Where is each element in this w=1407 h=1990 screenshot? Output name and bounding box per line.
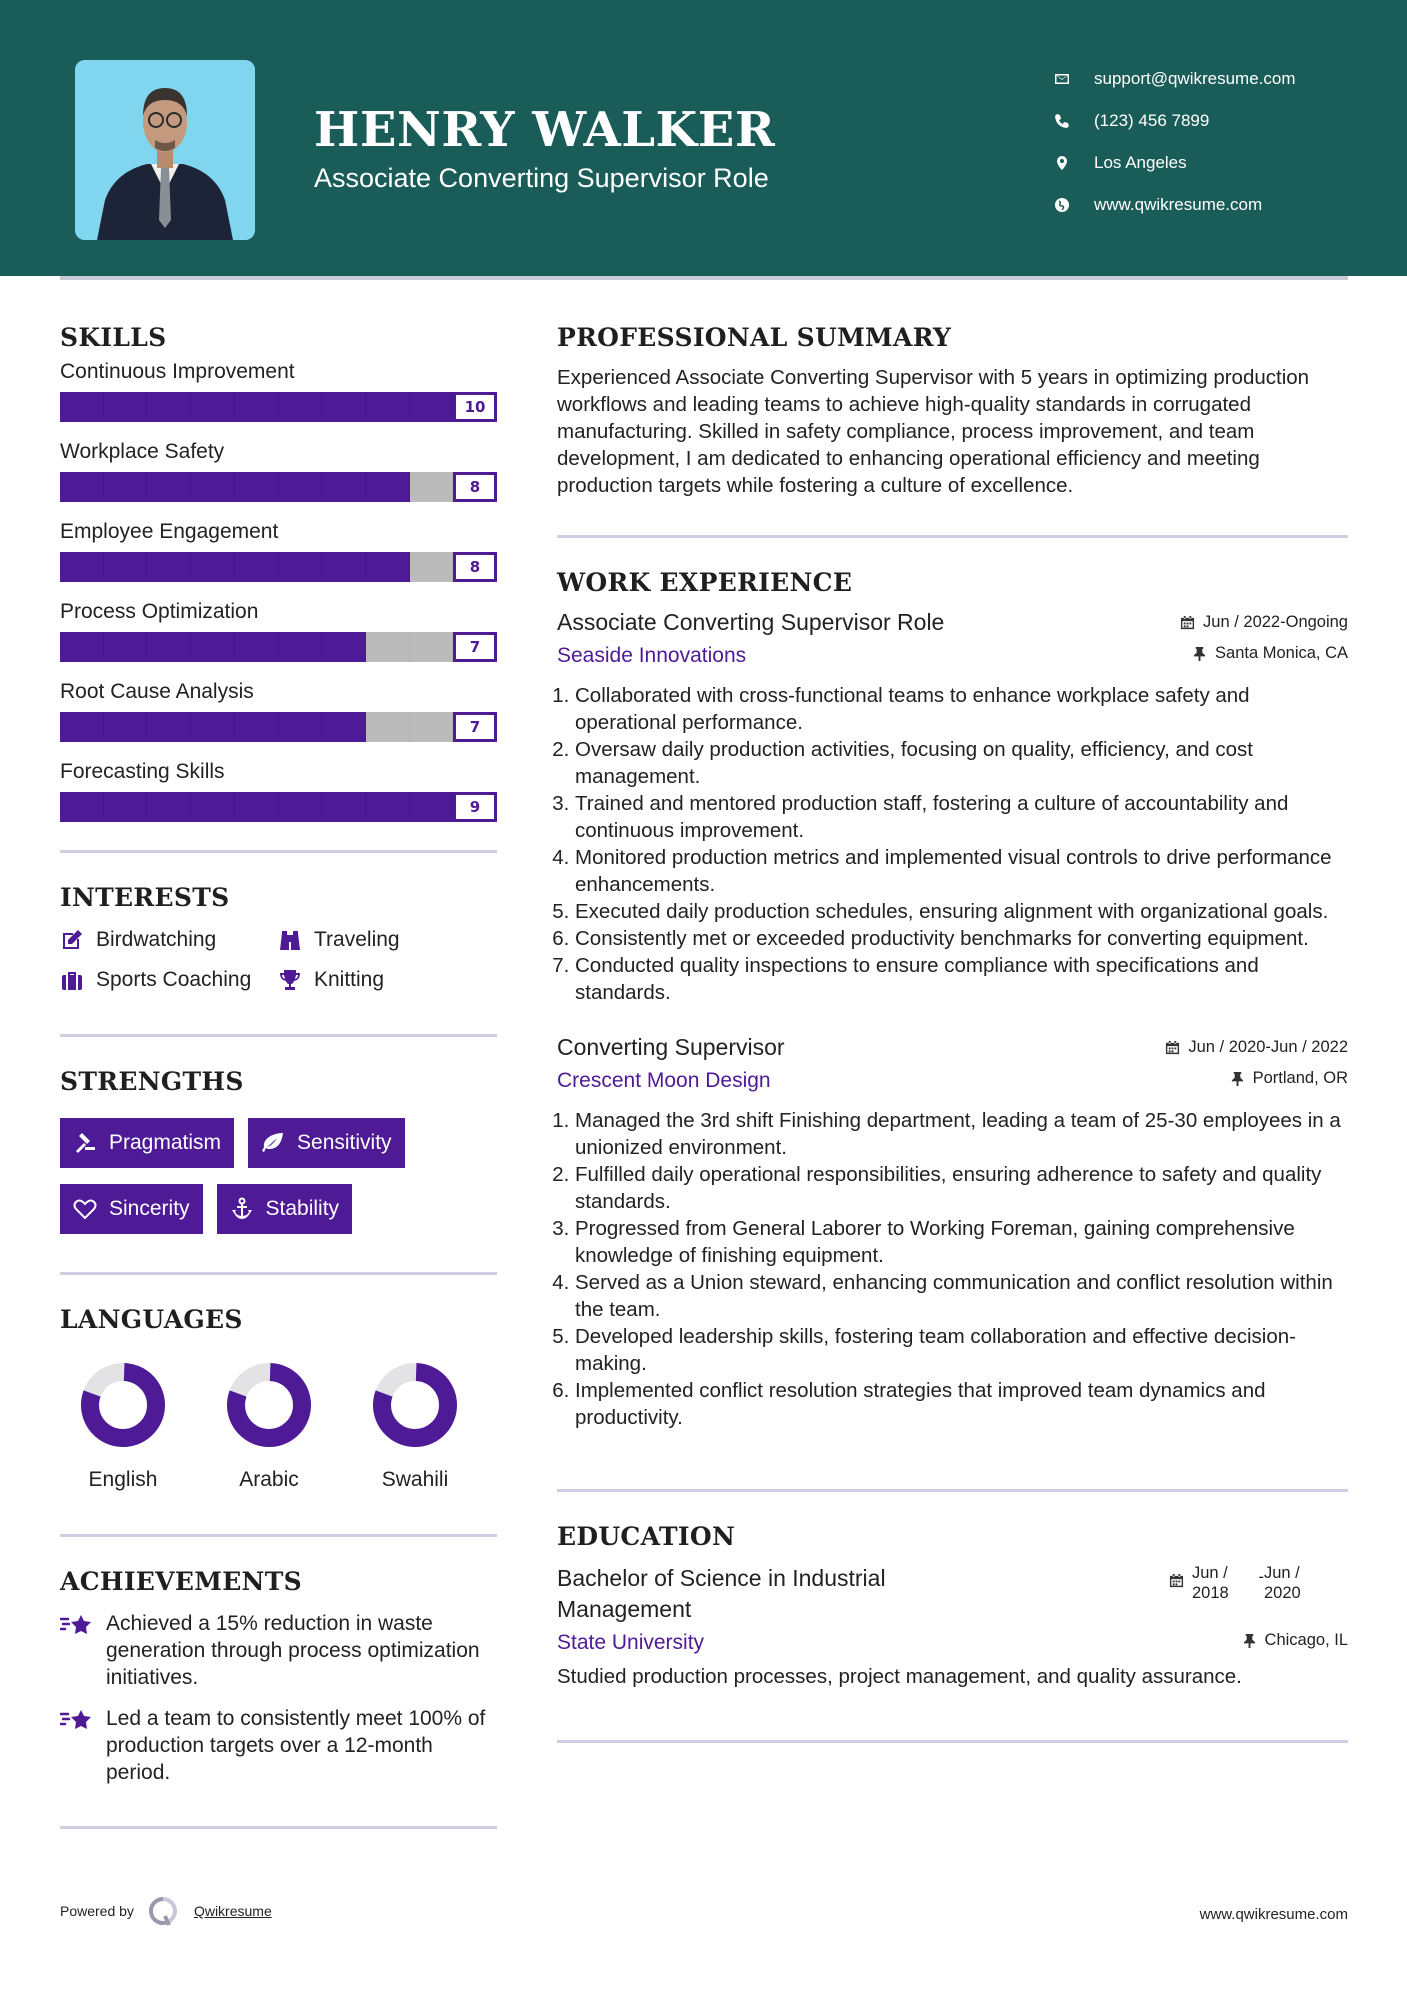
strength-badge bbox=[60, 1184, 203, 1234]
skill-bar-segment bbox=[104, 792, 148, 822]
skill-bar-segment bbox=[366, 632, 410, 662]
skill-bar-segment bbox=[191, 552, 235, 582]
interest-item bbox=[278, 928, 478, 952]
skill-bar-segment bbox=[366, 392, 410, 422]
language-name: English bbox=[88, 1468, 158, 1491]
section-divider bbox=[60, 1034, 497, 1037]
language-donut-chart bbox=[78, 1360, 168, 1450]
job-title: Converting Supervisor bbox=[557, 1034, 785, 1060]
languages-heading: LANGUAGES bbox=[60, 1305, 243, 1334]
section-divider bbox=[60, 1826, 497, 1829]
binoculars-icon bbox=[278, 928, 302, 952]
job-dates-text: Jun / 2022-Ongoing bbox=[1203, 613, 1348, 631]
skill-bar-segment bbox=[191, 632, 235, 662]
duty-item: 6. Consistently met or exceeded productivity benchmarks for converting equipment. bbox=[575, 925, 1348, 952]
job-location-text: Portland, OR bbox=[1252, 1069, 1348, 1087]
shooting-star-icon bbox=[60, 1612, 94, 1640]
skill-name: Continuous Improvement bbox=[60, 360, 295, 383]
skill-bar-segment bbox=[322, 392, 366, 422]
language-name: Swahili bbox=[381, 1468, 449, 1491]
job-header bbox=[557, 1034, 1348, 1061]
skill-bar-segment bbox=[235, 792, 279, 822]
interest-label: Birdwatching bbox=[96, 928, 217, 951]
gavel-icon bbox=[73, 1131, 97, 1155]
header-divider bbox=[60, 276, 1348, 280]
phone-icon bbox=[1050, 113, 1074, 129]
skill-bar-segment bbox=[147, 552, 191, 582]
education-end: Jun / 2020 bbox=[1264, 1564, 1301, 1602]
job-header bbox=[557, 609, 1348, 636]
interests-heading: INTERESTS bbox=[60, 883, 230, 912]
skill-bar-segment bbox=[104, 712, 148, 742]
skill-bar-segment bbox=[104, 552, 148, 582]
skill-bar-segment bbox=[410, 552, 454, 582]
skill-bar-segment bbox=[235, 472, 279, 502]
skill-bar-segment bbox=[410, 792, 454, 822]
calendar-icon bbox=[1169, 1573, 1184, 1588]
duty-item: 3. Trained and mentored production staff, fostering a culture of accountability and continuous improvement. bbox=[575, 790, 1348, 844]
skill-bar-segment bbox=[322, 792, 366, 822]
skill-bar-segment bbox=[191, 712, 235, 742]
skills-list bbox=[60, 360, 497, 822]
skill-bar-segment bbox=[322, 712, 366, 742]
section-divider bbox=[60, 1272, 497, 1275]
duty-item: 1. Collaborated with cross-functional teams to enhance workplace safety and operational performance. bbox=[575, 682, 1348, 736]
job-entry bbox=[557, 609, 1348, 1006]
achievement-text: Achieved a 15% reduction in waste generation through process optimization initiatives. bbox=[106, 1612, 480, 1689]
achievements-list bbox=[60, 1610, 497, 1786]
strength-label: Sincerity bbox=[109, 1197, 190, 1220]
achievement-item bbox=[60, 1610, 497, 1691]
heart-icon bbox=[73, 1197, 97, 1221]
job-dates bbox=[1165, 1038, 1348, 1057]
skill-bar bbox=[60, 632, 497, 662]
edit-icon bbox=[60, 928, 84, 952]
strength-badge bbox=[217, 1184, 353, 1234]
thumbtack-icon bbox=[1192, 646, 1207, 661]
strengths-heading: STRENGTHS bbox=[60, 1067, 244, 1096]
skill-bar-segment bbox=[104, 472, 148, 502]
skill-bar bbox=[60, 712, 497, 742]
contact-website-text: www.qwikresume.com bbox=[1094, 195, 1263, 214]
powered-by-label: Powered by bbox=[60, 1903, 134, 1919]
interest-label: Traveling bbox=[314, 928, 400, 951]
education-header bbox=[557, 1563, 1348, 1625]
language-donut-chart bbox=[224, 1360, 314, 1450]
duty-item: 2. Fulfilled daily operational responsibilities, ensuring adherence to safety and quality standards. bbox=[575, 1161, 1348, 1215]
skill-name: Process Optimization bbox=[60, 600, 259, 623]
degree-title: Bachelor of Science in Industrial Management bbox=[557, 1565, 886, 1622]
achievement-text: Led a team to consistently meet 100% of production targets over a 12-month period. bbox=[106, 1707, 486, 1784]
skills-heading: SKILLS bbox=[60, 323, 167, 352]
skill-bar-segment bbox=[191, 472, 235, 502]
skill-bar-segment bbox=[410, 712, 454, 742]
skill-bar-segment bbox=[410, 472, 454, 502]
duty-item: 6. Implemented conflict resolution strategies that improved team dynamics and productivity. bbox=[575, 1377, 1348, 1431]
qwikresume-link[interactable]: Qwikresume bbox=[193, 1903, 272, 1919]
skill-bar-segment bbox=[366, 792, 410, 822]
contact-phone[interactable] bbox=[1050, 100, 1296, 142]
skill-bar-segment bbox=[322, 552, 366, 582]
skill-bar-segment bbox=[147, 472, 191, 502]
candidate-name: HENRY WALKER bbox=[314, 102, 776, 158]
language-donut-chart bbox=[370, 1360, 460, 1450]
footer-url[interactable]: www.qwikresume.com bbox=[1199, 1906, 1348, 1923]
skill-bar-segment bbox=[366, 712, 410, 742]
skill-name: Employee Engagement bbox=[60, 520, 279, 543]
interest-item bbox=[60, 928, 278, 952]
skill-name: Workplace Safety bbox=[60, 440, 225, 463]
qwikresume-logo-icon bbox=[148, 1896, 178, 1926]
duty-item: 5. Developed leadership skills, fostering team collaboration and effective decision-making. bbox=[575, 1323, 1348, 1377]
company-name: Seaside Innovations bbox=[557, 644, 747, 667]
section-divider bbox=[557, 1489, 1348, 1492]
language-item bbox=[367, 1360, 463, 1492]
skill-score: 10 bbox=[453, 392, 497, 422]
section-divider bbox=[60, 850, 497, 853]
interest-label: Knitting bbox=[314, 968, 385, 991]
education-description: Studied production processes, project management, and quality assurance. bbox=[557, 1665, 1242, 1688]
section-divider bbox=[60, 1534, 497, 1537]
skill-bar-segment bbox=[147, 792, 191, 822]
skill-bar-segment bbox=[322, 632, 366, 662]
skill-bar-segment bbox=[104, 632, 148, 662]
skill-bar-segment bbox=[104, 392, 148, 422]
skill-bar-segment bbox=[279, 792, 323, 822]
skill-bar-segment bbox=[60, 712, 104, 742]
anchor-icon bbox=[230, 1197, 254, 1221]
skill-bar-segment bbox=[60, 552, 104, 582]
skill-bar-segment bbox=[147, 712, 191, 742]
job-subheader bbox=[557, 1069, 1348, 1093]
achievement-item bbox=[60, 1705, 497, 1786]
job-title: Associate Converting Supervisor Role bbox=[557, 609, 945, 635]
contact-location-text: Los Angeles bbox=[1094, 153, 1187, 172]
job-location-text: Santa Monica, CA bbox=[1215, 644, 1348, 662]
education-location bbox=[1242, 1631, 1348, 1650]
languages-list bbox=[60, 1360, 497, 1492]
education-location-text: Chicago, IL bbox=[1264, 1631, 1348, 1649]
calendar-icon bbox=[1165, 1040, 1180, 1055]
candidate-role: Associate Converting Supervisor Role bbox=[314, 163, 769, 193]
interest-item bbox=[278, 968, 478, 992]
duty-item: 2. Oversaw daily production activities, focusing on quality, efficiency, and cost management. bbox=[575, 736, 1348, 790]
job-dates-text: Jun / 2020-Jun / 2022 bbox=[1188, 1038, 1348, 1056]
skill-bar-segment bbox=[279, 552, 323, 582]
skill-score: 7 bbox=[453, 632, 497, 662]
job-entry bbox=[557, 1034, 1348, 1431]
summary-text: Experienced Associate Converting Supervisor with 5 years in optimizing production workflows and leading teams to achieve high-quality standards in corrugated manufacturing. Skilled in safety compliance, process improvement, and team development, I am dedicated to enhancing operational efficiency and meeting production targets while fostering a culture of excellence. bbox=[557, 366, 1310, 497]
skill-bar-segment bbox=[147, 392, 191, 422]
interests-list bbox=[60, 928, 497, 992]
skill-bar-segment bbox=[191, 392, 235, 422]
skill-bar-segment bbox=[366, 472, 410, 502]
skill-bar-segment bbox=[410, 632, 454, 662]
skill-bar-segment bbox=[235, 392, 279, 422]
thumbtack-icon bbox=[1230, 1071, 1245, 1086]
resume-header bbox=[0, 0, 1407, 276]
school-name: State University bbox=[557, 1631, 705, 1654]
skill-bar-segment bbox=[60, 632, 104, 662]
strength-label: Stability bbox=[265, 1197, 340, 1220]
interest-label: Sports Coaching bbox=[96, 968, 252, 991]
duty-item: 4. Served as a Union steward, enhancing communication and conflict resolution within the team. bbox=[575, 1269, 1348, 1323]
strength-label: Pragmatism bbox=[109, 1131, 222, 1154]
skill-bar bbox=[60, 392, 497, 422]
duty-item: 1. Managed the 3rd shift Finishing department, leading a team of 25-30 employees in a unionized environment. bbox=[575, 1107, 1348, 1161]
suitcase-icon bbox=[60, 968, 84, 992]
job-subheader bbox=[557, 644, 1348, 668]
duty-item: 4. Monitored production metrics and implemented visual controls to drive performance enhancements. bbox=[575, 844, 1348, 898]
calendar-icon bbox=[1180, 615, 1195, 630]
skill-score: 8 bbox=[453, 552, 497, 582]
skill-bar-segment bbox=[60, 792, 104, 822]
duty-item: 3. Progressed from General Laborer to Working Foreman, gaining comprehensive knowledge of finishing equipment. bbox=[575, 1215, 1348, 1269]
map-marker-icon bbox=[1050, 155, 1074, 171]
right-column bbox=[557, 323, 1348, 1743]
skill-bar-segment bbox=[235, 552, 279, 582]
skill-bar-segment bbox=[235, 712, 279, 742]
skill-score: 9 bbox=[453, 792, 497, 822]
envelope-icon bbox=[1050, 71, 1074, 87]
contact-phone-text: (123) 456 7899 bbox=[1094, 111, 1210, 130]
skill-bar bbox=[60, 552, 497, 582]
skill-bar bbox=[60, 792, 497, 822]
job-dates bbox=[1180, 613, 1348, 632]
skill-bar bbox=[60, 472, 497, 502]
skill-bar-segment bbox=[235, 632, 279, 662]
interest-item bbox=[60, 968, 278, 992]
profile-photo bbox=[75, 60, 255, 240]
summary-heading: PROFESSIONAL SUMMARY bbox=[557, 323, 952, 352]
skill-bar-segment bbox=[279, 632, 323, 662]
company-name: Crescent Moon Design bbox=[557, 1069, 771, 1092]
contact-location bbox=[1050, 142, 1296, 184]
education-subheader bbox=[557, 1631, 1348, 1655]
strengths-list bbox=[60, 1118, 497, 1234]
job-location bbox=[1230, 1069, 1348, 1088]
language-item bbox=[221, 1360, 317, 1492]
skill-bar-segment bbox=[60, 392, 104, 422]
skill-bar-segment bbox=[322, 472, 366, 502]
skill-bar-segment bbox=[366, 552, 410, 582]
section-divider bbox=[557, 1740, 1348, 1743]
skill-bar-segment bbox=[410, 392, 454, 422]
strength-badge bbox=[60, 1118, 234, 1168]
duty-item: 5. Executed daily production schedules, ensuring alignment with organizational goals. bbox=[575, 898, 1348, 925]
trophy-icon bbox=[278, 968, 302, 992]
skill-name: Root Cause Analysis bbox=[60, 680, 254, 703]
skill-bar-segment bbox=[279, 712, 323, 742]
skill-bar-segment bbox=[147, 632, 191, 662]
education-heading: EDUCATION bbox=[557, 1522, 736, 1551]
job-location bbox=[1192, 644, 1348, 663]
skill-bar-segment bbox=[279, 392, 323, 422]
contact-list bbox=[1050, 58, 1296, 226]
skill-name: Forecasting Skills bbox=[60, 760, 225, 783]
section-divider bbox=[557, 535, 1348, 538]
leaf-icon bbox=[261, 1131, 285, 1155]
experience-heading: WORK EXPERIENCE bbox=[557, 568, 853, 597]
language-item bbox=[75, 1360, 171, 1492]
footer-powered-by bbox=[60, 1896, 272, 1926]
language-name: Arabic bbox=[239, 1468, 299, 1491]
contact-email-text: support@qwikresume.com bbox=[1094, 69, 1296, 88]
skill-bar-segment bbox=[60, 472, 104, 502]
job-duties bbox=[557, 682, 1348, 1006]
left-column bbox=[60, 323, 497, 1829]
education-start: Jun / 2018 bbox=[1192, 1564, 1229, 1602]
achievements-heading: ACHIEVEMENTS bbox=[60, 1567, 302, 1596]
contact-website[interactable] bbox=[1050, 184, 1296, 226]
thumbtack-icon bbox=[1242, 1633, 1257, 1648]
skill-bar-segment bbox=[191, 792, 235, 822]
shooting-star-icon bbox=[60, 1707, 94, 1735]
skill-score: 8 bbox=[453, 472, 497, 502]
skill-bar-segment bbox=[279, 472, 323, 502]
contact-email[interactable] bbox=[1050, 58, 1296, 100]
job-duties bbox=[557, 1107, 1348, 1431]
globe-icon bbox=[1050, 197, 1074, 213]
strength-label: Sensitivity bbox=[297, 1131, 392, 1154]
education-entry bbox=[557, 1563, 1348, 1690]
skill-score: 7 bbox=[453, 712, 497, 742]
education-dates bbox=[1169, 1563, 1314, 1603]
duty-item: 7. Conducted quality inspections to ensure compliance with specifications and standards. bbox=[575, 952, 1348, 1006]
strength-badge bbox=[248, 1118, 405, 1168]
date-separator: - bbox=[1258, 1568, 1264, 1586]
person-photo-icon bbox=[75, 60, 255, 240]
